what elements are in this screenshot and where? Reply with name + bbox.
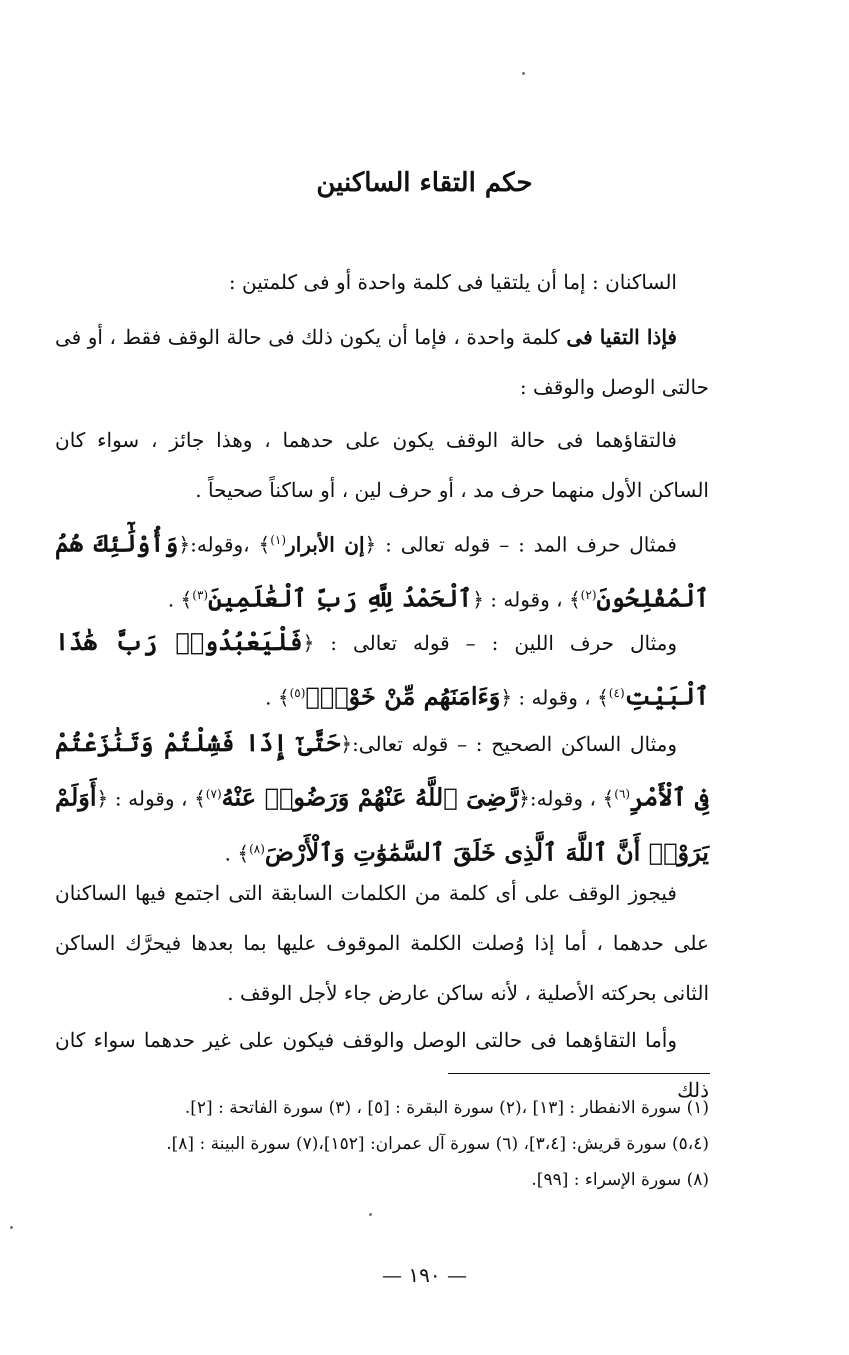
footnote-ref: (٨) (249, 841, 265, 856)
example-joiner: ﴾ ،وقوله:﴿ (178, 532, 271, 557)
quran-quote: وَءَامَنَهُم مِّنْ خَوْفٍۭ (305, 681, 501, 711)
example-joiner: ﴾ ، وقوله : ﴿ (96, 786, 206, 811)
quran-quote: حَتَّىٰٓ إِذَا فَشِلْتُمْ وَتَنَٰزَعْتُمْ فِى ٱلْأَمْرِ (55, 728, 709, 812)
page-number: — ١٩٠ — (382, 1263, 467, 1287)
example-intro: ومثال حرف اللين : – قوله تعالى : ﴿ (302, 631, 678, 655)
example-end: ﴾ . (167, 587, 193, 612)
paragraph-same-word (55, 312, 709, 412)
footnote-ref: (٢) (580, 587, 597, 602)
footnote-ref: (٧) (205, 787, 222, 801)
paragraph-sahih-example (55, 718, 709, 878)
page-title: حكم التقاء الساكنين (316, 168, 533, 198)
quran-quote: إن الأبرار (286, 532, 365, 557)
footnote-line: (٥،٤) سورة قريش: [٣،٤]، (٦) سورة آل عمران: [١٥٢]،(٧) سورة البينة : [٨]. (166, 1134, 709, 1154)
footnotes (55, 1090, 709, 1198)
scan-speck (10, 1226, 13, 1229)
paragraph-text: الساكنان : إما أن يلتقيا فى كلمة واحدة أو فى كلمتين : (228, 270, 677, 294)
quran-quote: فَلْيَعْبُدُوا۟ رَبَّ هَٰذَا ٱلْبَيْتِ (55, 627, 709, 711)
example-end: ﴾ . (265, 685, 290, 710)
quran-quote: أَوَلَمْ يَرَوْا۟ أَنَّ ٱللَّهَ ٱلَّذِى خَلَقَ ٱلسَّمَٰوَٰتِ وَٱلْأَرْضَ (55, 782, 709, 867)
footnote-line: (١) سورة الانفطار : [١٣] ،(٢) سورة البقرة : [٥] ، (٣) سورة الفاتحة : [٢]. (184, 1098, 709, 1118)
footnote-ref: (٦) (614, 787, 631, 801)
paragraph-waqf (55, 415, 709, 515)
quran-quote: رَّضِىَ ٱللَّهُ عَنْهُمْ وَرَضُوا۟ عَنْهُ (221, 782, 519, 812)
example-joiner: ﴾ ، وقوله : ﴿ (472, 587, 581, 612)
paragraph-text (55, 718, 709, 878)
paragraph-text (55, 312, 709, 412)
example-joiner: ﴾ ، وقوله:﴿ (518, 786, 615, 811)
quran-quote: ٱلْحَمْدُ لِلَّهِ رَبِّ ٱلْعَٰلَمِينَ (208, 583, 473, 613)
scan-speck (369, 1213, 372, 1216)
paragraph-leen-example (55, 617, 709, 723)
paragraph-text: فالتقاؤهما فى حالة الوقف يكون على حدهما ، وهذا جائز ، سواء كان الساكن الأول منهما حرف مد ، أو حرف لين ، أو ساكناً صحيحاً . (55, 428, 709, 502)
footnote-ref: (٣) (192, 587, 209, 602)
footnote-ref: (٥) (289, 686, 306, 700)
example-end: ﴾ . (224, 841, 250, 866)
footnote-line: (٨) سورة الإسراء : [٩٩]. (531, 1170, 709, 1190)
example-intro: فمثال حرف المد : – قوله تعالى : ﴿ (364, 532, 677, 557)
paragraph-text: فيجوز الوقف على أى كلمة من الكلمات السابقة التى اجتمع فيها الساكنان على حدهما ، أما إذا وُصلت الكلمة الموقوف عليها بما بعدها فيحرَّك الساكن الثانى بحركته الأصلية ، لأنه ساكن عارض جاء لأجل الوقف . (55, 881, 709, 1005)
footnote-ref: (٤) (608, 686, 625, 700)
quran-quote: وَأُوْلَٰٓئِكَ هُمُ ٱلْمُفْلِحُونَ (55, 528, 709, 613)
paragraph-body: كلمة واحدة ، فإما أن يكون ذلك فى حالة الوقف فقط ، أو فى حالتى الوصل والوقف : (55, 325, 709, 399)
paragraph-lead: فإذا التقيا فى (566, 325, 677, 349)
paragraph-ruling (55, 868, 709, 1018)
paragraph-intro (55, 257, 709, 307)
paragraph-text (55, 617, 709, 723)
paragraph-madd-example (55, 515, 709, 624)
example-joiner: ﴾ ، وقوله : ﴿ (500, 685, 609, 710)
scan-speck (522, 72, 525, 75)
paragraph-text (55, 515, 709, 624)
footnote-divider (448, 1073, 710, 1074)
paragraph-text: وأما التقاؤهما فى حالتى الوصل والوقف فيكون على غير حدهما سواء كان ذلك (55, 1028, 709, 1102)
example-intro: ومثال الساكن الصحيح : – قوله تعالى:﴿ (340, 732, 677, 756)
footnote-ref: (١) (270, 533, 287, 547)
